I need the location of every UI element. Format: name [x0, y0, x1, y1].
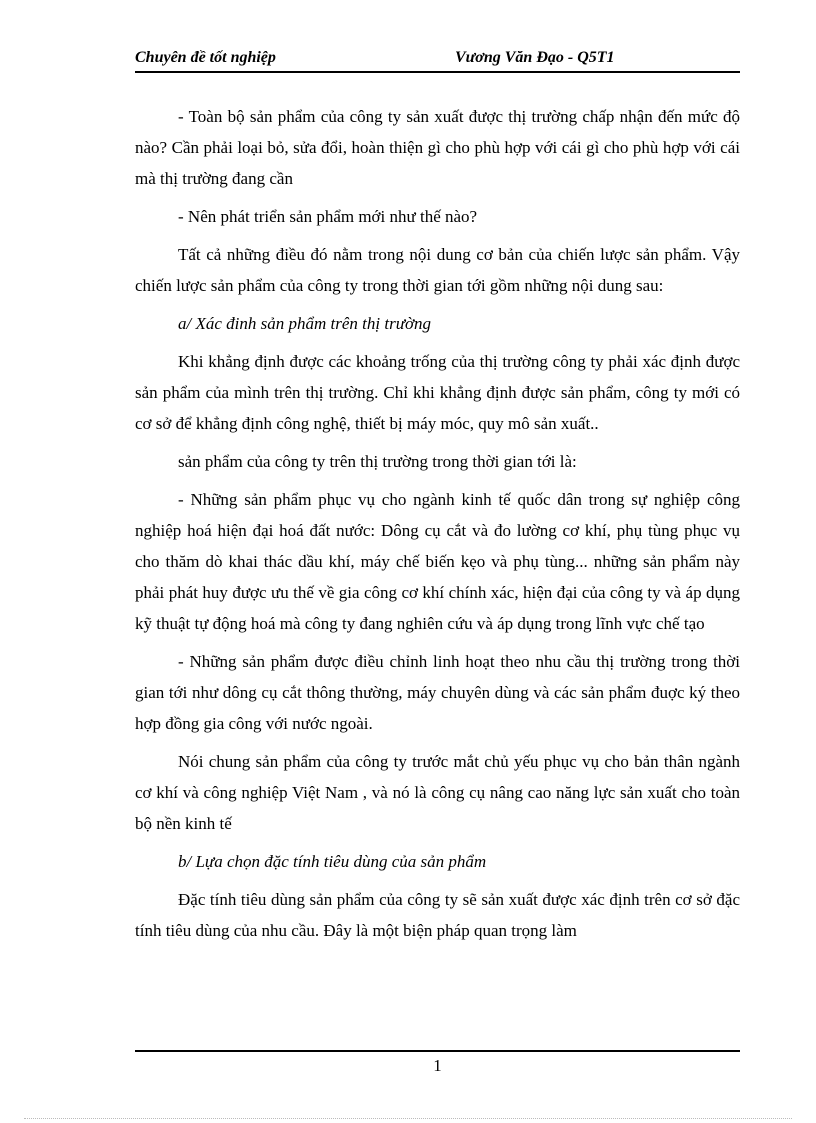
paragraph: - Toàn bộ sản phẩm của công ty sản xuất được thị trường chấp nhận đến mức độ nào? Cần phải loại bỏ, sửa đổi, hoàn thiện gì cho phù hợp với cái gì cho phù hợp với cái mà thị trường đang cần	[135, 107, 740, 188]
document-body	[135, 101, 740, 953]
paragraph: sản phẩm của công ty trên thị trường trong thời gian tới là:	[178, 452, 577, 471]
paragraph: - Những sản phẩm phục vụ cho ngành kinh tế quốc dân trong sự nghiệp công nghiệp hoá hiện đại hoá đất nước: Dông cụ cắt và đo lường cơ khí, phụ tùng phục vụ cho thăm dò khai thác dầu khí, máy chế biến kẹo và phụ tùng... những sản phẩm này phải phát huy được ưu thế về gia công cơ khí chính xác, hiện đại của công ty và áp dụng kỹ thuật tự động hoá mà công ty đang nghiên cứu và áp dụng trong lĩnh vực chế tạo	[135, 490, 740, 633]
paragraph: - Những sản phẩm được điều chỉnh linh hoạt theo nhu cầu thị trường trong thời gian tới như dông cụ cắt thông thường, máy chuyên dùng và các sản phẩm đuợc ký theo hợp đồng gia công với nước ngoài.	[135, 652, 740, 733]
paragraph: - Nên phát triển sản phẩm mới như thế nào?	[178, 207, 478, 226]
page-bottom-divider	[24, 1118, 792, 1119]
footer-rule	[135, 1050, 740, 1052]
section-heading-a: a/ Xác đinh sản phẩm trên thị trường	[178, 314, 432, 333]
paragraph: Khi khẳng định được các khoảng trống của thị trường công ty phải xác định được sản phẩm của mình trên thị trường. Chỉ khi khẳng định được sản phẩm, công ty mới có cơ sở để khẳng định công nghệ, thiết bị máy móc, quy mô sản xuất..	[135, 352, 740, 433]
header-author: Vương Văn Đạo - Q5T1	[455, 49, 615, 66]
header-title: Chuyên đề tốt nghiệp	[135, 49, 276, 66]
paragraph: Nói chung sản phẩm của công ty trước mắt chủ yếu phục vụ cho bản thân ngành cơ khí và công nghiệp Việt Nam , và nó là công cụ nâng cao năng lực sản xuất cho toàn bộ nền kinh tế	[135, 752, 740, 833]
paragraph: Đặc tính tiêu dùng sản phẩm của công ty sẽ sản xuất được xác định trên cơ sở đặc tính tiêu dùng của nhu cầu. Đây là một biện pháp quan trọng làm	[135, 890, 740, 940]
section-heading-b: b/ Lựa chọn đặc tính tiêu dùng của sản phẩm	[178, 852, 487, 871]
page-header	[135, 49, 740, 73]
page-number: 1	[433, 1056, 442, 1075]
paragraph: Tất cả những điều đó nằm trong nội dung cơ bản của chiến lược sản phẩm. Vậy chiến lược sản phẩm của công ty trong thời gian tới gồm những nội dung sau:	[135, 245, 740, 295]
